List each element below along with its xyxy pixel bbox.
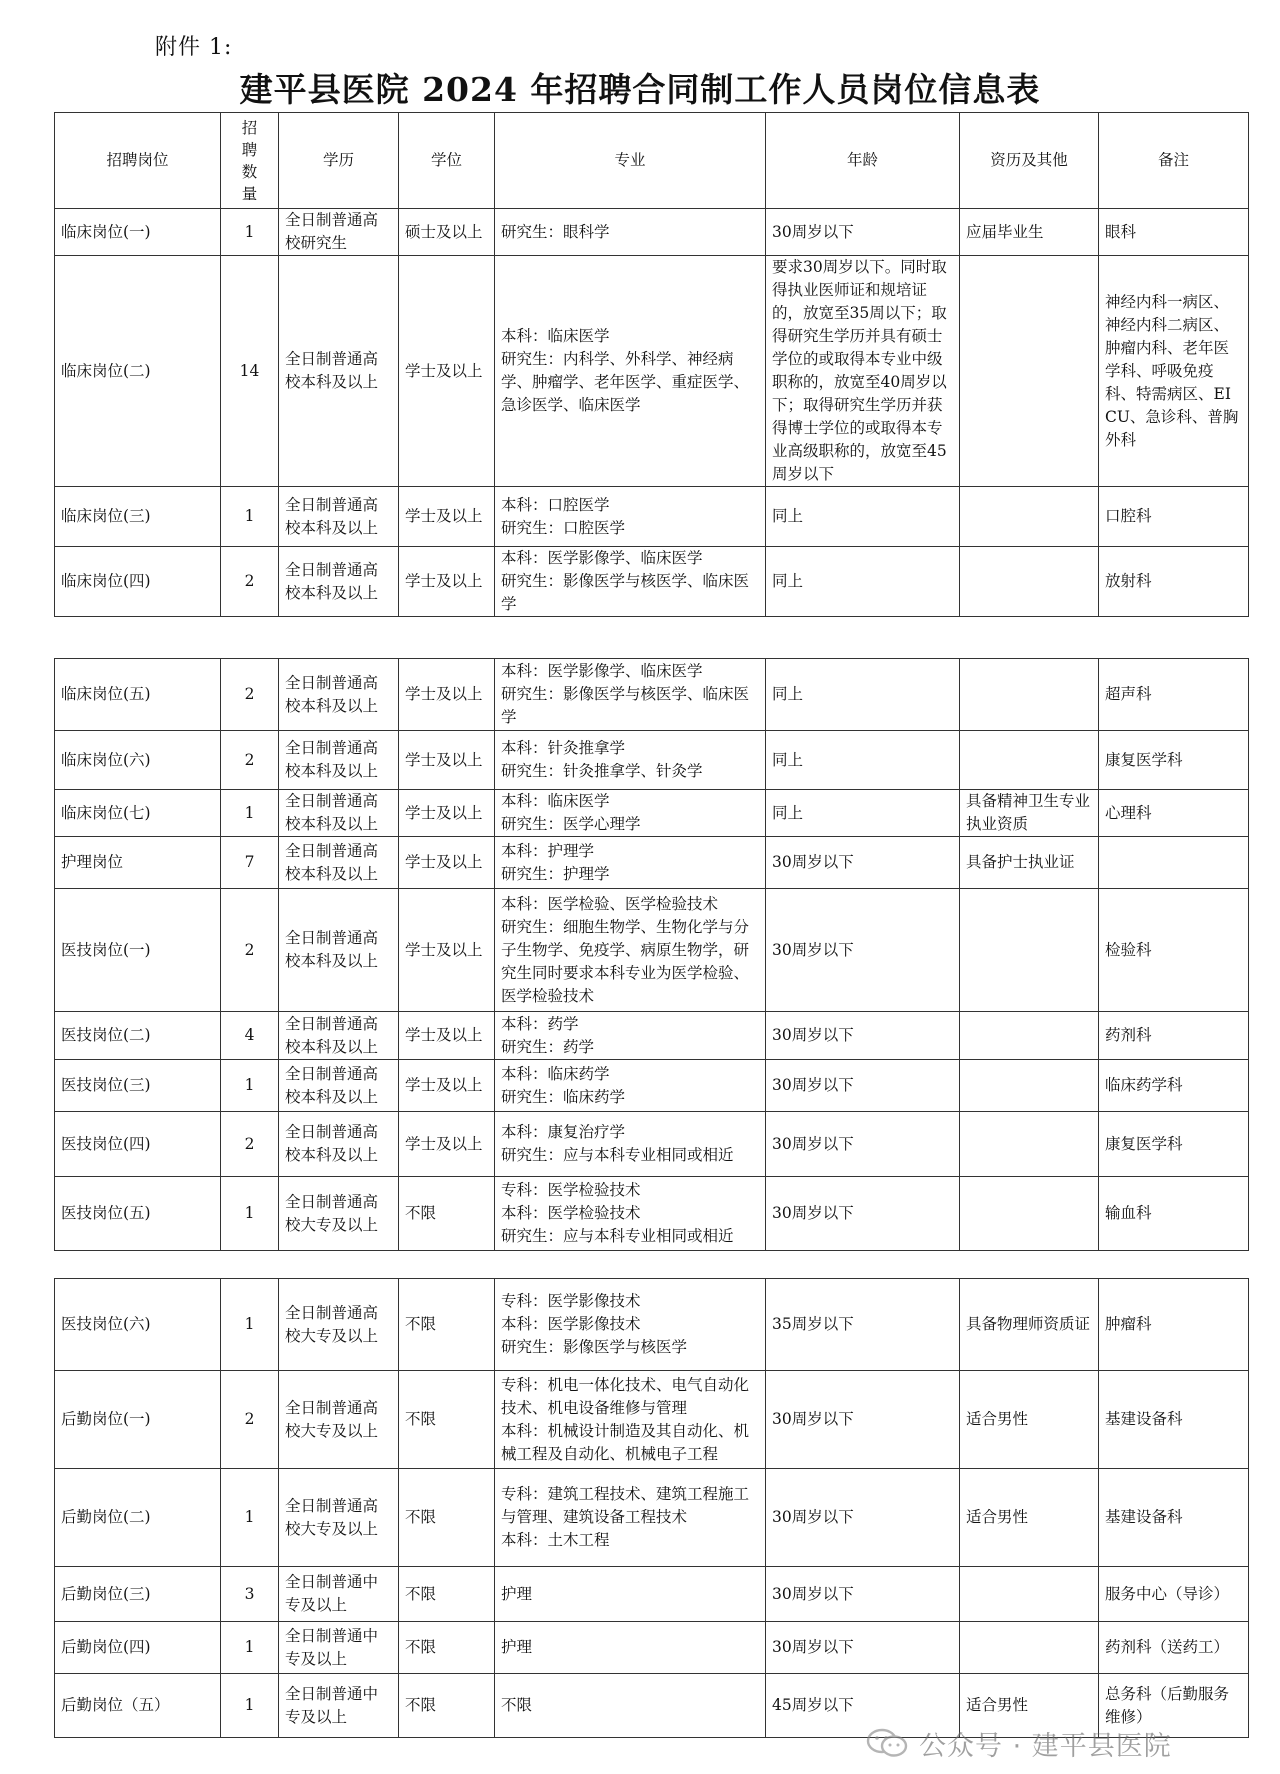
cell-experience [960, 1012, 1099, 1060]
cell-position: 临床岗位(七) [55, 790, 221, 837]
cell-experience [960, 1112, 1099, 1177]
cell-age: 同上 [766, 659, 960, 731]
cell-age: 30周岁以下 [766, 1622, 960, 1674]
table-row [55, 209, 1249, 256]
table-row [55, 1279, 1249, 1371]
cell-degree: 学士及以上 [399, 256, 495, 487]
attachment-label: 附件 1: [155, 35, 233, 60]
cell-position: 医技岗位(二) [55, 1012, 221, 1060]
cell-position: 医技岗位(四) [55, 1112, 221, 1177]
cell-position: 护理岗位 [55, 837, 221, 889]
cell-age: 同上 [766, 487, 960, 547]
cell-major: 护理 [495, 1622, 766, 1674]
table-header-row [55, 113, 1249, 209]
cell-education: 全日制普通高校本科及以上 [279, 731, 399, 790]
cell-notes [1099, 837, 1249, 889]
cell-position: 医技岗位(三) [55, 1060, 221, 1112]
cell-position: 后勤岗位(三) [55, 1567, 221, 1622]
cell-experience [960, 547, 1099, 617]
cell-notes: 药剂科（送药工） [1099, 1622, 1249, 1674]
table-row [55, 659, 1249, 731]
cell-experience [960, 1177, 1099, 1251]
cell-count: 1 [221, 209, 279, 256]
cell-major: 本科：医学影像学、临床医学 研究生：影像医学与核医学、临床医学 [495, 547, 766, 617]
cell-experience [960, 256, 1099, 487]
cell-notes: 口腔科 [1099, 487, 1249, 547]
cell-position: 医技岗位(五) [55, 1177, 221, 1251]
cell-age: 30周岁以下 [766, 837, 960, 889]
jobs-table-section-3 [54, 1278, 1249, 1738]
cell-position: 后勤岗位(一) [55, 1371, 221, 1469]
cell-major: 本科：临床药学 研究生：临床药学 [495, 1060, 766, 1112]
cell-experience: 适合男性 [960, 1469, 1099, 1567]
cell-age: 30周岁以下 [766, 1371, 960, 1469]
column-header-major: 专业 [495, 113, 766, 209]
cell-education: 全日制普通高校大专及以上 [279, 1469, 399, 1567]
cell-notes: 神经内科一病区、神经内科二病区、肿瘤内科、老年医学科、呼吸免疫科、特需病区、EICU、急诊科、普胸外科 [1099, 256, 1249, 487]
cell-count: 3 [221, 1567, 279, 1622]
cell-position: 医技岗位(六) [55, 1279, 221, 1371]
cell-position: 临床岗位(一) [55, 209, 221, 256]
cell-position: 临床岗位(六) [55, 731, 221, 790]
cell-education: 全日制普通高校本科及以上 [279, 1112, 399, 1177]
watermark-text: 公众号 · 建平县医院 [919, 1730, 1172, 1762]
cell-education: 全日制普通高校大专及以上 [279, 1279, 399, 1371]
cell-count: 1 [221, 487, 279, 547]
cell-notes: 输血科 [1099, 1177, 1249, 1251]
cell-notes: 康复医学科 [1099, 731, 1249, 790]
cell-count: 1 [221, 790, 279, 837]
table-row [55, 1177, 1249, 1251]
cell-experience: 具备精神卫生专业执业资质 [960, 790, 1099, 837]
cell-experience: 具备护士执业证 [960, 837, 1099, 889]
cell-major: 本科：临床医学 研究生：医学心理学 [495, 790, 766, 837]
column-header-experience: 资历及其他 [960, 113, 1099, 209]
cell-notes: 肿瘤科 [1099, 1279, 1249, 1371]
cell-education: 全日制普通高校大专及以上 [279, 1371, 399, 1469]
cell-notes: 服务中心（导诊） [1099, 1567, 1249, 1622]
cell-count: 14 [221, 256, 279, 487]
table-row [55, 790, 1249, 837]
table-row [55, 1371, 1249, 1469]
cell-count: 1 [221, 1622, 279, 1674]
cell-major: 本科：针灸推拿学 研究生：针灸推拿学、针灸学 [495, 731, 766, 790]
cell-notes: 总务科（后勤服务维修） [1099, 1674, 1249, 1738]
column-header-position: 招聘岗位 [55, 113, 221, 209]
cell-degree: 学士及以上 [399, 659, 495, 731]
cell-count: 2 [221, 547, 279, 617]
table-row [55, 1012, 1249, 1060]
cell-experience: 具备物理师资质证 [960, 1279, 1099, 1371]
cell-count: 1 [221, 1279, 279, 1371]
table-row [55, 1112, 1249, 1177]
table-row [55, 256, 1249, 487]
cell-education: 全日制普通高校本科及以上 [279, 487, 399, 547]
cell-education: 全日制普通高校本科及以上 [279, 1012, 399, 1060]
cell-position: 临床岗位(五) [55, 659, 221, 731]
cell-degree: 学士及以上 [399, 731, 495, 790]
cell-notes: 超声科 [1099, 659, 1249, 731]
table-row [55, 889, 1249, 1012]
cell-age: 30周岁以下 [766, 1012, 960, 1060]
cell-notes: 基建设备科 [1099, 1371, 1249, 1469]
cell-position: 临床岗位(三) [55, 487, 221, 547]
jobs-table-section-1 [54, 112, 1249, 617]
cell-age: 30周岁以下 [766, 1060, 960, 1112]
cell-experience [960, 487, 1099, 547]
table-row [55, 547, 1249, 617]
cell-major: 本科：医学影像学、临床医学 研究生：影像医学与核医学、临床医学 [495, 659, 766, 731]
watermark [865, 1723, 1255, 1763]
cell-education: 全日制普通中专及以上 [279, 1674, 399, 1738]
cell-age: 同上 [766, 547, 960, 617]
wechat-icon [865, 1728, 909, 1758]
table-row [55, 1567, 1249, 1622]
cell-position: 临床岗位(二) [55, 256, 221, 487]
cell-degree: 不限 [399, 1622, 495, 1674]
cell-age: 30周岁以下 [766, 1567, 960, 1622]
cell-count: 1 [221, 1060, 279, 1112]
cell-major: 本科：康复治疗学 研究生：应与本科专业相同或相近 [495, 1112, 766, 1177]
cell-major: 专科：医学检验技术 本科：医学检验技术 研究生：应与本科专业相同或相近 [495, 1177, 766, 1251]
cell-education: 全日制普通高校本科及以上 [279, 659, 399, 731]
cell-education: 全日制普通高校研究生 [279, 209, 399, 256]
cell-major: 本科：口腔医学 研究生：口腔医学 [495, 487, 766, 547]
cell-count: 2 [221, 1371, 279, 1469]
cell-degree: 学士及以上 [399, 889, 495, 1012]
table-row [55, 731, 1249, 790]
cell-experience [960, 659, 1099, 731]
cell-major: 本科：护理学 研究生：护理学 [495, 837, 766, 889]
cell-experience [960, 1060, 1099, 1112]
cell-degree: 学士及以上 [399, 487, 495, 547]
cell-major: 本科：药学 研究生：药学 [495, 1012, 766, 1060]
cell-degree: 不限 [399, 1371, 495, 1469]
cell-degree: 学士及以上 [399, 790, 495, 837]
cell-position: 后勤岗位（五） [55, 1674, 221, 1738]
cell-major: 本科：临床医学 研究生：内科学、外科学、神经病学、肿瘤学、老年医学、重症医学、急诊医学、临床医学 [495, 256, 766, 487]
cell-major: 专科：建筑工程技术、建筑工程施工与管理、建筑设备工程技术 本科：土木工程 [495, 1469, 766, 1567]
cell-experience [960, 1622, 1099, 1674]
cell-degree: 硕士及以上 [399, 209, 495, 256]
cell-age: 要求30周岁以下。同时取得执业医师证和规培证的，放宽至35周以下；取得研究生学历并具有硕士学位的或取得本专业中级职称的，放宽至40周岁以下；取得研究生学历并获得博士学位的或取得本专业高级职称的，放宽至45周岁以下 [766, 256, 960, 487]
cell-education: 全日制普通高校本科及以上 [279, 547, 399, 617]
cell-age: 同上 [766, 790, 960, 837]
cell-notes: 康复医学科 [1099, 1112, 1249, 1177]
cell-age: 30周岁以下 [766, 209, 960, 256]
cell-notes: 基建设备科 [1099, 1469, 1249, 1567]
cell-notes: 检验科 [1099, 889, 1249, 1012]
cell-position: 后勤岗位(四) [55, 1622, 221, 1674]
cell-degree: 不限 [399, 1279, 495, 1371]
cell-count: 1 [221, 1469, 279, 1567]
cell-count: 1 [221, 1177, 279, 1251]
cell-major: 专科：医学影像技术 本科：医学影像技术 研究生：影像医学与核医学 [495, 1279, 766, 1371]
cell-age: 30周岁以下 [766, 1469, 960, 1567]
cell-age: 同上 [766, 731, 960, 790]
column-header-count: 招聘数量 [221, 113, 279, 209]
cell-major: 专科：机电一体化技术、电气自动化技术、机电设备维修与管理 本科：机械设计制造及其自动化、机械工程及自动化、机械电子工程 [495, 1371, 766, 1469]
cell-degree: 不限 [399, 1469, 495, 1567]
cell-position: 后勤岗位(二) [55, 1469, 221, 1567]
table-row [55, 837, 1249, 889]
cell-experience [960, 889, 1099, 1012]
cell-degree: 学士及以上 [399, 1012, 495, 1060]
cell-experience [960, 731, 1099, 790]
cell-degree: 学士及以上 [399, 1060, 495, 1112]
table-row [55, 1622, 1249, 1674]
cell-count: 2 [221, 889, 279, 1012]
cell-age: 30周岁以下 [766, 1112, 960, 1177]
cell-notes: 临床药学科 [1099, 1060, 1249, 1112]
cell-position: 临床岗位(四) [55, 547, 221, 617]
cell-age: 35周岁以下 [766, 1279, 960, 1371]
cell-notes: 药剂科 [1099, 1012, 1249, 1060]
column-header-notes: 备注 [1099, 113, 1249, 209]
cell-notes: 眼科 [1099, 209, 1249, 256]
cell-degree: 学士及以上 [399, 837, 495, 889]
cell-education: 全日制普通高校本科及以上 [279, 837, 399, 889]
cell-notes: 心理科 [1099, 790, 1249, 837]
table-row [55, 1060, 1249, 1112]
cell-education: 全日制普通高校本科及以上 [279, 889, 399, 1012]
cell-degree: 学士及以上 [399, 1112, 495, 1177]
column-header-education: 学历 [279, 113, 399, 209]
cell-notes: 放射科 [1099, 547, 1249, 617]
cell-count: 7 [221, 837, 279, 889]
cell-degree: 不限 [399, 1177, 495, 1251]
cell-experience: 应届毕业生 [960, 209, 1099, 256]
cell-degree: 不限 [399, 1674, 495, 1738]
cell-age: 30周岁以下 [766, 1177, 960, 1251]
cell-education: 全日制普通中专及以上 [279, 1567, 399, 1622]
cell-education: 全日制普通高校本科及以上 [279, 1060, 399, 1112]
cell-education: 全日制普通中专及以上 [279, 1622, 399, 1674]
table-row [55, 487, 1249, 547]
cell-count: 4 [221, 1012, 279, 1060]
cell-count: 2 [221, 659, 279, 731]
cell-count: 2 [221, 731, 279, 790]
cell-major: 研究生：眼科学 [495, 209, 766, 256]
cell-education: 全日制普通高校大专及以上 [279, 1177, 399, 1251]
cell-education: 全日制普通高校本科及以上 [279, 256, 399, 487]
cell-experience: 适合男性 [960, 1371, 1099, 1469]
cell-degree: 学士及以上 [399, 547, 495, 617]
cell-position: 医技岗位(一) [55, 889, 221, 1012]
cell-age: 30周岁以下 [766, 889, 960, 1012]
page-title: 建平县医院 2024 年招聘合同制工作人员岗位信息表 [239, 70, 1041, 109]
cell-age: 45周岁以下 [766, 1674, 960, 1738]
cell-degree: 不限 [399, 1567, 495, 1622]
cell-major: 护理 [495, 1567, 766, 1622]
column-header-age: 年龄 [766, 113, 960, 209]
cell-major: 不限 [495, 1674, 766, 1738]
cell-experience: 适合男性 [960, 1674, 1099, 1738]
cell-experience [960, 1567, 1099, 1622]
cell-count: 2 [221, 1112, 279, 1177]
cell-count: 1 [221, 1674, 279, 1738]
cell-education: 全日制普通高校本科及以上 [279, 790, 399, 837]
jobs-table-section-2 [54, 658, 1249, 1251]
table-row [55, 1469, 1249, 1567]
cell-major: 本科：医学检验、医学检验技术 研究生：细胞生物学、生物化学与分子生物学、免疫学、病原生物学，研究生同时要求本科专业为医学检验、医学检验技术 [495, 889, 766, 1012]
column-header-degree: 学位 [399, 113, 495, 209]
